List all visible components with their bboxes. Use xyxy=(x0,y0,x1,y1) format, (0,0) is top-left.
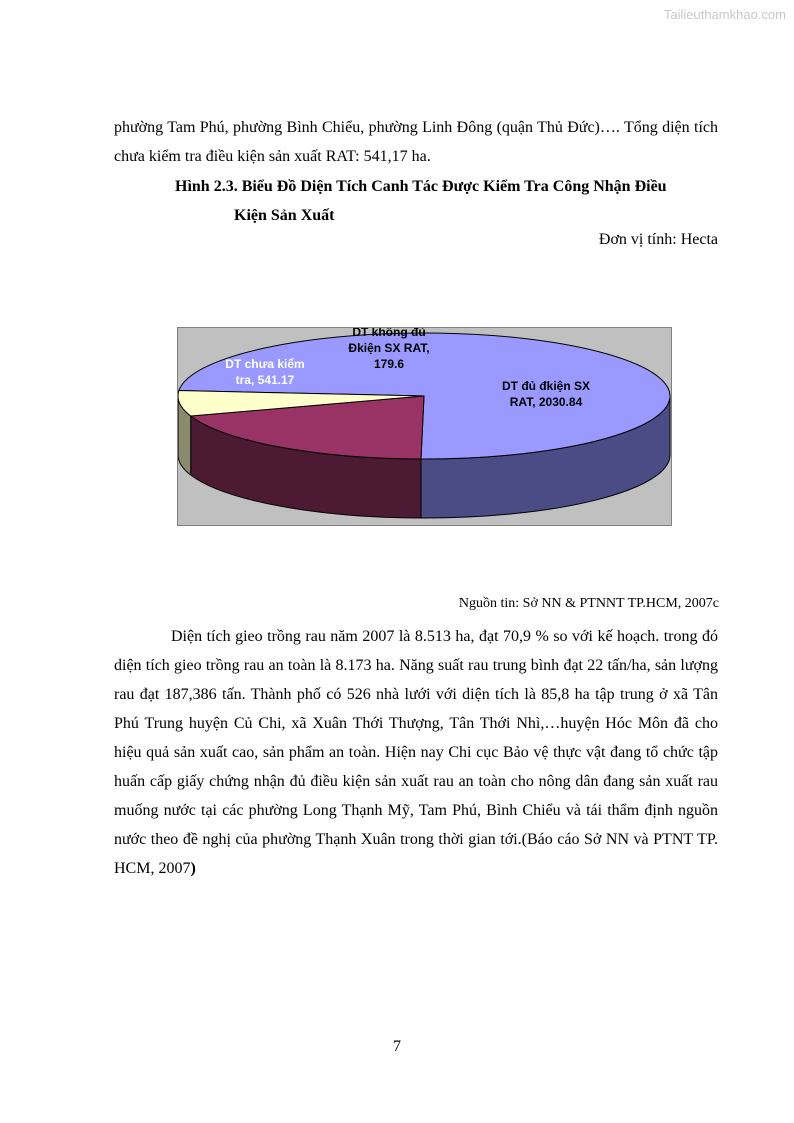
body-paragraph xyxy=(114,622,718,883)
watermark: Tailieuthamkhao.com xyxy=(663,7,786,22)
intro-paragraph: phường Tam Phú, phường Bình Chiểu, phường Linh Đông (quận Thủ Đức)…. Tổng diện tích chưa kiểm tra điều kiện sản xuất RAT: 541,17 ha. xyxy=(114,119,718,165)
pie-label-2-line-1: DT chưa kiểm xyxy=(225,357,305,371)
pie-label-3-line-3: 179.6 xyxy=(373,357,405,371)
figure-source: Nguồn tin: Sở NN & PTNNT TP.HCM, 2007c xyxy=(458,596,719,611)
pie-label-3-line-2: Đkiện SX RAT, xyxy=(348,341,430,355)
pie-chart-svg xyxy=(178,328,671,525)
pie-label-2-line-2: tra, 541.17 xyxy=(235,373,295,387)
pie-label-3-line-1: DT không đủ xyxy=(352,328,426,339)
body-text: Diện tích gieo trồng rau năm 2007 là 8.513 ha, đạt 70,9 % so với kế hoạch. trong đó diện tích gieo trồng rau an toàn là 8.173 ha. Năng suất rau trung bình đạt 22 tấn/ha, sản lượng rau đạt 187,386 tấn. Thành phố có 526 nhà lưới với diện tích là 85,8 ha tập trung ở xã Tân Phú Trung huyện Củ Chi, xã Xuân Thới Thượng, Tân Thới Nhì,…huyện Hóc Môn đã cho hiệu quả sản xuất cao, sản phẩm an toàn. Hiện nay Chi cục Bảo vệ thực vật đang tổ chức tập huấn cấp giấy chứng nhận đủ điều kiện sản xuất rau an toàn cho nông dân đang sản xuất rau muống nước tại các phường Long Thạnh Mỹ, Tam Phú, Bình Chiểu và tái thẩm định nguồn nước theo đề nghị của phường Thạnh Xuân trong thời gian tới.(Báo cáo Sở NN và PTNT TP. HCM, 2007 xyxy=(114,628,718,877)
figure-title-line1: Hình 2.3. Biểu Đồ Diện Tích Canh Tác Được Kiểm Tra Công Nhận Điều xyxy=(175,178,667,195)
pie-chart xyxy=(177,327,672,526)
unit-label: Đơn vị tính: Hecta xyxy=(598,231,718,248)
pie-label-1-line-1: DT đủ đkiện SX xyxy=(501,379,591,393)
page-number: 7 xyxy=(393,1038,401,1055)
figure-title xyxy=(175,172,718,230)
figure-title-line2: Kiện Sản Xuất xyxy=(234,207,335,224)
body-text-end: ) xyxy=(190,860,196,877)
pie-label-1-line-2: RAT, 2030.84 xyxy=(509,395,583,409)
